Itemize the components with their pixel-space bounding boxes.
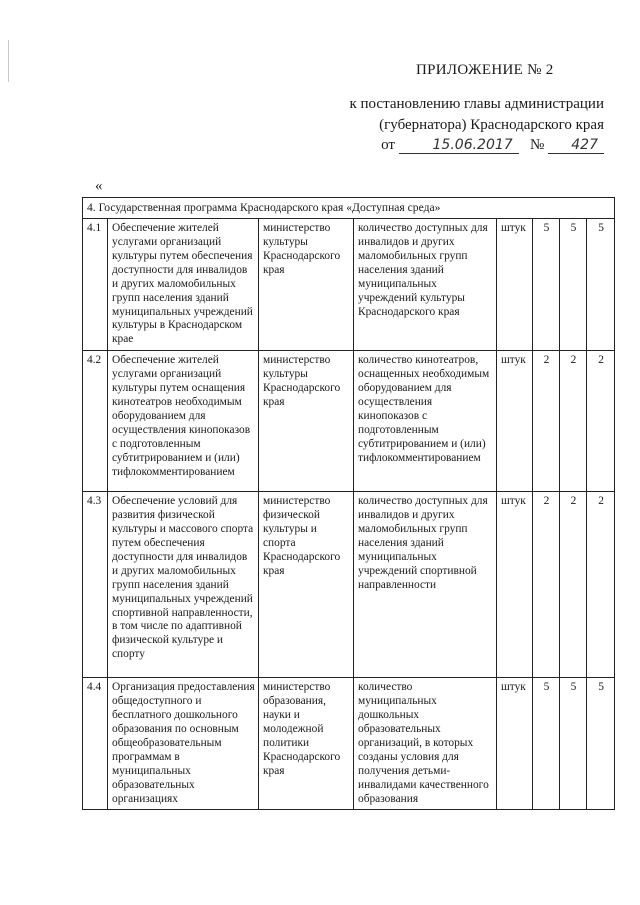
resolution-date-line (381, 137, 604, 154)
value-cell: 2 (587, 492, 615, 678)
executor-cell: министерство образования, науки и молодежной политики Краснодарского края (259, 678, 354, 810)
measure-cell: Обеспечение условий для развития физической культуры и массового спорта путем обеспечения доступности для инвалидов и других маломобильных групп населения зданий муниципальных учреждений спортивной направленности, в том числе по адаптивной физической культуре и спорту (108, 492, 259, 678)
indicator-cell: количество доступных для инвалидов и других маломобильных групп населения зданий муниципальных учреждений культуры Краснодарского края (354, 219, 497, 351)
section-row (83, 198, 615, 219)
resolution-line-1: к постановлению главы администрации (349, 96, 604, 112)
value-cell: 5 (587, 219, 615, 351)
table-row (83, 678, 615, 810)
value-cell: 2 (560, 492, 587, 678)
row-number: 4.1 (83, 219, 108, 351)
unit-cell: штук (497, 219, 533, 351)
unit-cell: штук (497, 492, 533, 678)
value-cell: 2 (533, 351, 560, 492)
measure-cell: Организация предоставления общедоступного и бесплатного дошкольного образования по основным общеобразовательным программам в муниципальных образовательных организациях (108, 678, 259, 810)
resolution-number: 427 (548, 138, 604, 154)
value-cell: 5 (587, 678, 615, 810)
table-row (83, 351, 615, 492)
resolution-line-2: (губернатора) Краснодарского края (379, 117, 604, 133)
table-row (83, 492, 615, 678)
unit-cell: штук (497, 678, 533, 810)
executor-cell: министерство физической культуры и спорта Краснодарского края (259, 492, 354, 678)
indicator-cell: количество доступных для инвалидов и других маломобильных групп населения зданий муниципальных учреждений спортивной направленности (354, 492, 497, 678)
value-cell: 2 (587, 351, 615, 492)
measure-cell: Обеспечение жителей услугами организаций культуры путем обеспечения доступности для инвалидов и других маломобильных групп населения зданий муниципальных учреждений культуры в Краснодарском крае (108, 219, 259, 351)
row-number: 4.2 (83, 351, 108, 492)
value-cell: 2 (560, 351, 587, 492)
executor-cell: министерство культуры Краснодарского края (259, 219, 354, 351)
from-label: от (381, 137, 395, 153)
measure-cell: Обеспечение жителей услугами организаций культуры путем оснащения кинотеатров необходимым оборудованием для осуществления кинопоказов с подготовленным субтитрированием и (или) тифлокомментированием (108, 351, 259, 492)
unit-cell: штук (497, 351, 533, 492)
row-number: 4.4 (83, 678, 108, 810)
section-title: 4. Государственная программа Краснодарского края «Доступная среда» (83, 198, 615, 219)
resolution-date: 15.06.2017 (399, 138, 519, 154)
value-cell: 5 (533, 219, 560, 351)
value-cell: 5 (533, 678, 560, 810)
executor-cell: министерство культуры Краснодарского края (259, 351, 354, 492)
indicator-cell: количество кинотеатров, оснащенных необходимым оборудованием для осуществления кинопоказов с подготовленным субтитрированием и (или) тифлокомментированием (354, 351, 497, 492)
appendix-title: ПРИЛОЖЕНИЕ № 2 (416, 62, 554, 78)
table-row (83, 219, 615, 351)
scan-margin-mark (8, 40, 9, 82)
value-cell: 2 (533, 492, 560, 678)
open-quote: « (95, 178, 103, 194)
value-cell: 5 (560, 678, 587, 810)
value-cell: 5 (560, 219, 587, 351)
indicator-cell: количество муниципальных дошкольных образовательных организаций, в которых созданы условия для получения детьми-инвалидами качественного образования (354, 678, 497, 810)
row-number: 4.3 (83, 492, 108, 678)
number-label: № (529, 137, 545, 153)
program-table (82, 197, 615, 810)
